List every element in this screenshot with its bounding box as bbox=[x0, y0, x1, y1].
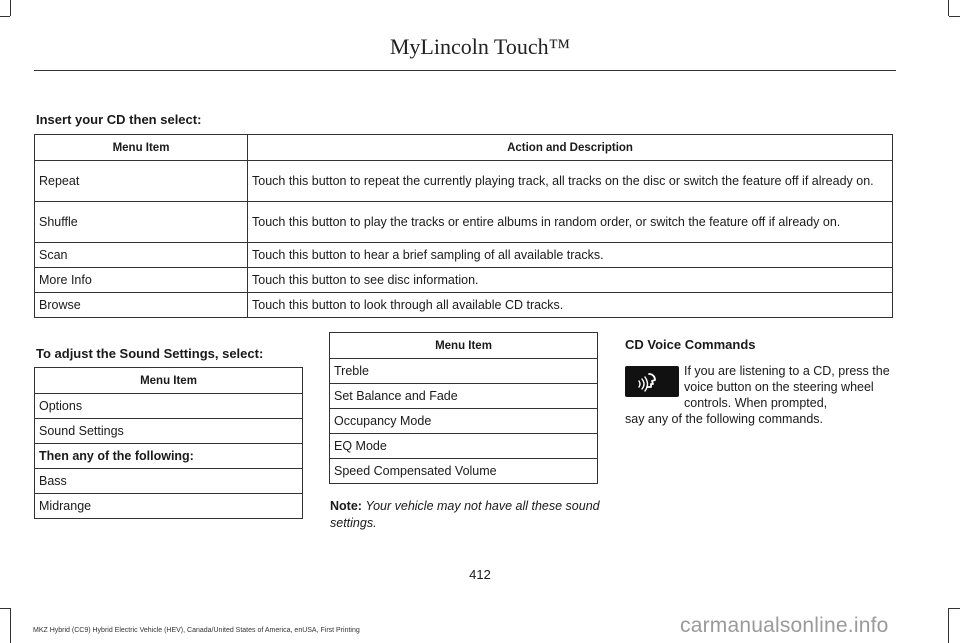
table-row bbox=[35, 202, 893, 243]
cd-intro-text: Insert your CD then select: bbox=[36, 112, 202, 127]
sound-settings-heading: To adjust the Sound Settings, select: bbox=[36, 346, 264, 361]
menu-item-cell: Options bbox=[35, 394, 303, 419]
sound-menu-table-right bbox=[329, 332, 598, 484]
menu-item-cell: Occupancy Mode bbox=[330, 409, 598, 434]
description-cell: Touch this button to repeat the currently playing track, all tracks on the disc or switch the feature off if already on. bbox=[248, 161, 893, 202]
crop-mark bbox=[10, 608, 11, 643]
column-header-menu-item: Menu Item bbox=[35, 135, 248, 161]
column-header-action: Action and Description bbox=[248, 135, 893, 161]
table-row bbox=[35, 161, 893, 202]
table-row bbox=[35, 469, 303, 494]
voice-instructions-indented: If you are listening to a CD, press the voice button on the steering wheel controls. When prompted, bbox=[684, 364, 890, 410]
table-header-row bbox=[35, 368, 303, 394]
note-label: Note: bbox=[330, 499, 362, 513]
crop-mark bbox=[10, 0, 11, 16]
menu-item-cell: Scan bbox=[35, 243, 248, 268]
column-header-menu-item: Menu Item bbox=[35, 368, 303, 394]
menu-item-cell: Midrange bbox=[35, 494, 303, 519]
menu-item-cell: Treble bbox=[330, 359, 598, 384]
table-row bbox=[35, 268, 893, 293]
voice-instructions bbox=[625, 363, 893, 427]
table-row bbox=[35, 243, 893, 268]
cd-menu-table bbox=[34, 134, 893, 318]
header-divider bbox=[34, 70, 896, 71]
crop-mark bbox=[949, 16, 960, 17]
table-row bbox=[330, 434, 598, 459]
table-row bbox=[330, 409, 598, 434]
description-cell: Touch this button to play the tracks or entire albums in random order, or switch the feature off if already on. bbox=[248, 202, 893, 243]
watermark: carmanualsonline.info bbox=[680, 614, 889, 637]
note-body: Your vehicle may not have all these sound settings. bbox=[330, 499, 600, 530]
table-row bbox=[35, 394, 303, 419]
menu-item-cell: Sound Settings bbox=[35, 419, 303, 444]
table-row bbox=[330, 384, 598, 409]
table-header-row bbox=[35, 135, 893, 161]
table-row bbox=[35, 494, 303, 519]
crop-mark bbox=[0, 16, 10, 17]
menu-item-cell: Set Balance and Fade bbox=[330, 384, 598, 409]
menu-item-cell: Speed Compensated Volume bbox=[330, 459, 598, 484]
menu-item-cell: Shuffle bbox=[35, 202, 248, 243]
description-cell: Touch this button to see disc information. bbox=[248, 268, 893, 293]
sound-menu-table-left bbox=[34, 367, 303, 519]
menu-item-cell: EQ Mode bbox=[330, 434, 598, 459]
menu-item-cell: More Info bbox=[35, 268, 248, 293]
crop-mark bbox=[0, 608, 10, 609]
cd-voice-commands-heading: CD Voice Commands bbox=[625, 337, 756, 352]
table-row bbox=[35, 444, 303, 469]
voice-instructions-continued: say any of the following commands. bbox=[625, 412, 824, 426]
menu-item-cell: Then any of the following: bbox=[35, 444, 303, 469]
table-row bbox=[330, 359, 598, 384]
menu-item-cell: Browse bbox=[35, 293, 248, 318]
note-text bbox=[330, 498, 600, 532]
menu-item-cell: Bass bbox=[35, 469, 303, 494]
page-number: 412 bbox=[469, 567, 491, 582]
table-row bbox=[35, 419, 303, 444]
table-row bbox=[35, 293, 893, 318]
page-title: MyLincoln Touch™ bbox=[389, 34, 571, 59]
crop-mark bbox=[948, 608, 949, 643]
table-row bbox=[330, 459, 598, 484]
crop-mark bbox=[949, 608, 960, 609]
menu-item-cell: Repeat bbox=[35, 161, 248, 202]
description-cell: Touch this button to look through all available CD tracks. bbox=[248, 293, 893, 318]
column-header-menu-item: Menu Item bbox=[330, 333, 598, 359]
description-cell: Touch this button to hear a brief sampling of all available tracks. bbox=[248, 243, 893, 268]
document-footer: MKZ Hybrid (CC9) Hybrid Electric Vehicle (HEV), Canada/United States of America, enUSA, First Printing bbox=[33, 627, 360, 634]
table-header-row bbox=[330, 333, 598, 359]
crop-mark bbox=[948, 0, 949, 16]
